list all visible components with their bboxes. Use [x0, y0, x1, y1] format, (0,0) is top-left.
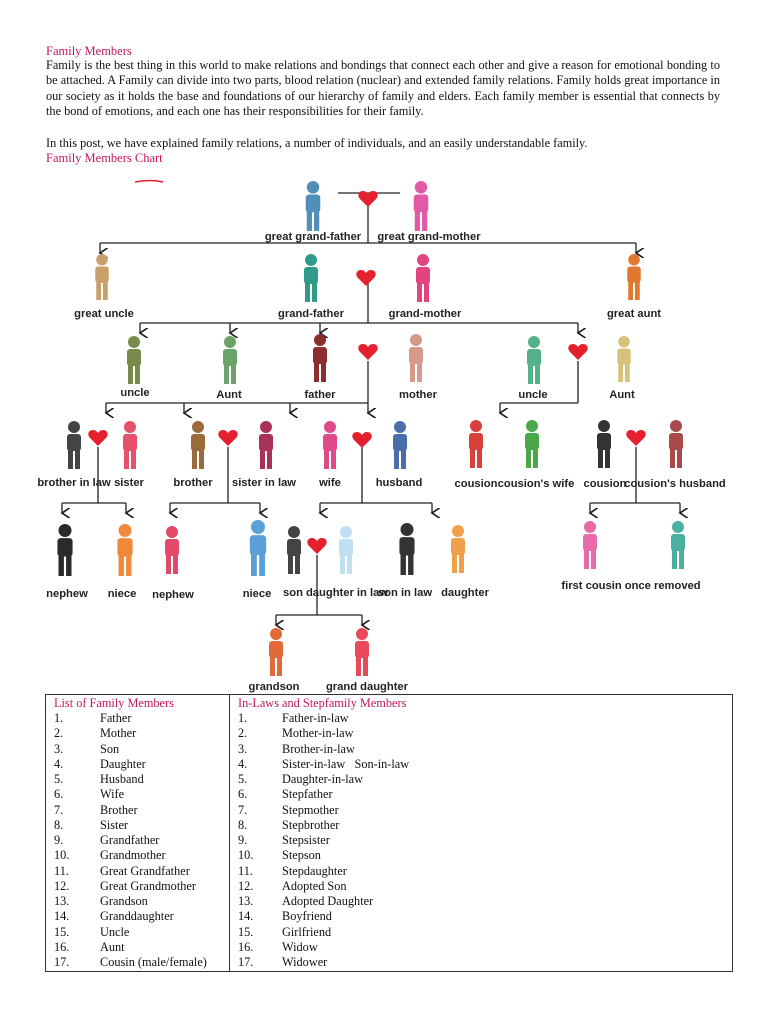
- list-item-label: Adopted Son: [282, 878, 347, 893]
- person-icon: [95, 254, 108, 300]
- list-item-number: 10.: [54, 848, 70, 863]
- person-icon: [617, 336, 630, 382]
- relation-labels: [37, 231, 726, 693]
- list-item-number: 3.: [54, 741, 64, 756]
- label-son-in-law: son in law: [377, 587, 433, 599]
- section-heading: Family Members: [46, 44, 132, 58]
- list-item-number: 17.: [238, 955, 254, 970]
- label-niece: niece: [107, 588, 137, 600]
- list-item-label: Stepson: [282, 848, 321, 863]
- list-item-number: 7.: [54, 802, 64, 817]
- person-icon: [527, 336, 541, 384]
- list-item-number: 16.: [54, 939, 70, 954]
- person-icon: [597, 420, 611, 468]
- list-item: [230, 818, 732, 833]
- label-uncle: uncle: [120, 387, 150, 399]
- heart-icon: [358, 344, 377, 360]
- heart-icon: [626, 430, 645, 446]
- person-icon: [669, 420, 683, 468]
- list-item-label: Great Grandmother: [100, 878, 196, 893]
- list-item-label: Stepdaughter: [282, 863, 347, 878]
- list-item-number: 2.: [238, 726, 248, 741]
- list-item-label: Grandson: [100, 894, 148, 909]
- list-item-label: Mother-in-law: [282, 726, 354, 741]
- list-item-label: Widower: [282, 955, 328, 970]
- person-icon: [339, 526, 353, 574]
- label-grandfather: grand-father: [278, 308, 344, 320]
- right-column: [230, 695, 733, 972]
- list-item: [46, 711, 229, 726]
- list-item-number: 1.: [54, 711, 64, 725]
- list-item: [46, 909, 229, 924]
- list-item-number: 2.: [54, 726, 64, 741]
- label-grand-daughter: grand daughter: [325, 681, 409, 693]
- list-item: [230, 864, 732, 879]
- list-item: [46, 864, 229, 879]
- person-icon: [306, 181, 321, 231]
- label-husband: husband: [375, 477, 423, 489]
- list-item-number: 4.: [54, 756, 64, 771]
- person-icon: [191, 421, 205, 469]
- list-item: [46, 726, 229, 741]
- heart-icon: [218, 430, 237, 446]
- list-item-label: Sister: [100, 817, 129, 832]
- person-icon: [409, 334, 423, 382]
- list-item-number: 4.: [238, 756, 248, 771]
- list-item: [46, 772, 229, 787]
- heart-icon: [307, 538, 326, 554]
- list-item: [230, 833, 732, 848]
- person-icon: [165, 526, 179, 574]
- list-item-number: 17.: [54, 955, 70, 970]
- family-figures: [57, 181, 685, 676]
- label-brother: brother: [173, 477, 213, 489]
- label-aunt: Aunt: [216, 389, 242, 401]
- list-item-number: 12.: [54, 878, 70, 893]
- person-icon: [525, 420, 539, 468]
- heading-underline: [135, 181, 163, 183]
- person-icon: [414, 181, 429, 231]
- list-item-label: Father-in-law: [282, 711, 349, 725]
- label-sister: sister: [114, 477, 144, 489]
- list-item-number: 14.: [54, 909, 70, 924]
- list-item: [46, 940, 229, 955]
- left-column: [46, 695, 230, 972]
- list-item-number: 9.: [238, 833, 248, 848]
- list-item-number: 9.: [54, 833, 64, 848]
- person-icon: [269, 628, 283, 676]
- list-item: [46, 833, 229, 848]
- list-item: [46, 925, 229, 940]
- heart-icon: [356, 270, 375, 286]
- person-icon: [393, 421, 407, 469]
- label-daughter: daughter: [441, 587, 489, 599]
- list-item-label: Daughter: [100, 756, 146, 771]
- list-item: [46, 742, 229, 757]
- label-mother: mother: [399, 389, 437, 401]
- list-item-label: Girlfriend: [282, 924, 332, 939]
- label-great-uncle: great uncle: [74, 308, 134, 320]
- left-column-title: List of Family Members: [54, 696, 174, 710]
- label-sister-in-law: sister in law: [231, 477, 297, 489]
- person-icon: [287, 526, 301, 574]
- list-item: [230, 726, 732, 741]
- list-item-number: 1.: [238, 711, 248, 725]
- list-item-number: 11.: [54, 863, 69, 878]
- list-item-number: 6.: [54, 787, 64, 802]
- family-tree-chart: [0, 165, 768, 695]
- list-item-number: 11.: [238, 863, 253, 878]
- intro-line: In this post, we have explained family relations, a number of individuals, and an easily understandable family.: [46, 136, 588, 150]
- list-item: [230, 787, 732, 802]
- person-icon: [583, 521, 597, 569]
- list-item-label: Aunt: [100, 939, 125, 954]
- list-item-number: 16.: [238, 939, 254, 954]
- list-item: [230, 894, 732, 909]
- intro-paragraph: Family is the best thing in this world to make relations and bondings that connect each other and give a reason for emotional bonding to be attached. A Family can divide into two parts, blood relation (nuclear) and extended family relations. Family holds great importance in our society as it holds the base and foundations of our hierarchy of family and elders. Each family member is essential that connects by the bond of emotions, and each one has their responsibilities for their family.: [46, 58, 720, 119]
- list-item-label: Adopted Daughter: [282, 894, 374, 909]
- person-icon: [671, 521, 685, 569]
- list-item-label: Cousin (male/female): [100, 955, 207, 970]
- list-item-label: Sister-in-law Son-in-law: [282, 756, 410, 771]
- label-aunt: Aunt: [609, 389, 635, 401]
- list-item-label: Widow: [282, 939, 318, 954]
- list-item: [230, 909, 732, 924]
- person-icon: [451, 525, 465, 573]
- person-icon: [250, 520, 266, 576]
- person-icon: [117, 524, 132, 576]
- person-icon: [355, 628, 369, 676]
- list-item-label: Stepbrother: [282, 817, 340, 832]
- label-cousin: cousion: [454, 478, 498, 490]
- person-icon: [313, 334, 327, 382]
- list-item-number: 14.: [238, 909, 254, 924]
- label-nephew: nephew: [152, 589, 194, 601]
- label-niece: niece: [242, 588, 272, 600]
- list-item: [230, 742, 732, 757]
- label-uncle: uncle: [518, 389, 548, 401]
- label-son: son: [283, 587, 303, 599]
- list-item-number: 8.: [238, 817, 248, 832]
- person-icon: [323, 421, 337, 469]
- in-laws-stepfamily-list: [230, 711, 732, 971]
- family-members-list: [46, 711, 229, 971]
- person-icon: [259, 421, 273, 469]
- list-item-label: Grandmother: [100, 848, 166, 863]
- list-item: [46, 787, 229, 802]
- list-item: [230, 940, 732, 955]
- list-item: [46, 879, 229, 894]
- list-item-label: Granddaughter: [100, 909, 174, 924]
- label-cousins-husband: cousion's husband: [624, 478, 726, 490]
- list-item: [230, 757, 732, 772]
- list-item-number: 13.: [54, 894, 70, 909]
- list-item: [230, 803, 732, 818]
- list-item: [46, 848, 229, 863]
- list-item-number: 13.: [238, 894, 254, 909]
- list-item-number: 10.: [238, 848, 254, 863]
- list-item-number: 5.: [238, 772, 248, 787]
- label-wife: wife: [319, 477, 341, 489]
- list-item-number: 8.: [54, 817, 64, 832]
- label-first-cousin-once-removed: first cousin once removed: [561, 580, 701, 592]
- label-father: father: [304, 389, 336, 401]
- person-icon: [469, 420, 483, 468]
- list-item-label: Stepfather: [282, 787, 333, 802]
- family-members-table: [45, 694, 733, 972]
- list-item-label: Wife: [100, 787, 125, 802]
- heart-icon: [352, 432, 371, 448]
- list-item: [46, 894, 229, 909]
- list-item-label: Grandfather: [100, 833, 160, 848]
- list-item: [230, 925, 732, 940]
- list-item: [46, 955, 229, 970]
- list-item-number: 15.: [238, 924, 254, 939]
- label-brother-in-law: brother in law: [37, 477, 111, 489]
- list-item: [230, 848, 732, 863]
- label-great-aunt: great aunt: [606, 308, 662, 320]
- list-item-number: 15.: [54, 924, 70, 939]
- list-item-label: Son: [100, 741, 120, 756]
- list-item-label: Daughter-in-law: [282, 772, 364, 787]
- person-icon: [304, 254, 318, 302]
- list-item: [230, 711, 732, 726]
- label-cousin: cousion: [583, 478, 627, 490]
- heart-icons: [88, 191, 645, 554]
- list-item-label: Brother: [100, 802, 138, 817]
- list-item-label: Brother-in-law: [282, 741, 355, 756]
- label-grandson: grandson: [248, 681, 300, 693]
- list-item-number: 3.: [238, 741, 248, 756]
- list-item: [230, 772, 732, 787]
- person-icon: [627, 254, 640, 300]
- list-item-label: Stepmother: [282, 802, 339, 817]
- right-column-title: In-Laws and Stepfamily Members: [238, 696, 407, 710]
- person-icon: [123, 421, 137, 469]
- label-grandmother: grand-mother: [388, 308, 462, 320]
- list-item: [46, 757, 229, 772]
- person-icon: [57, 524, 72, 576]
- person-icon: [67, 421, 81, 469]
- heart-icon: [568, 344, 587, 360]
- list-item-label: Great Grandfather: [100, 863, 190, 878]
- label-nephew: nephew: [46, 588, 88, 600]
- list-item-label: Stepsister: [282, 833, 330, 848]
- list-item-number: 5.: [54, 772, 64, 787]
- list-item-label: Boyfriend: [282, 909, 332, 924]
- label-cousins-wife: cousion's wife: [497, 478, 575, 490]
- label-great-grandfather: great grand-father: [264, 231, 362, 243]
- list-item: [46, 803, 229, 818]
- label-daughter-in-law: daughter in law: [305, 587, 389, 599]
- list-item: [230, 955, 732, 970]
- list-item-label: Husband: [100, 772, 144, 787]
- chart-heading: Family Members Chart: [46, 151, 163, 165]
- person-icon: [416, 254, 430, 302]
- list-item-number: 6.: [238, 787, 248, 802]
- person-icon: [127, 336, 141, 384]
- list-item: [46, 818, 229, 833]
- label-great-grandmother: great grand-mother: [377, 231, 481, 243]
- heart-icon: [88, 430, 107, 446]
- list-item-label: Uncle: [100, 924, 130, 939]
- list-item-number: 7.: [238, 802, 248, 817]
- list-item-label: Mother: [100, 726, 137, 741]
- list-item-number: 12.: [238, 878, 254, 893]
- person-icon: [223, 336, 237, 384]
- list-item-label: Father: [100, 711, 132, 725]
- list-item: [230, 879, 732, 894]
- person-icon: [399, 523, 414, 575]
